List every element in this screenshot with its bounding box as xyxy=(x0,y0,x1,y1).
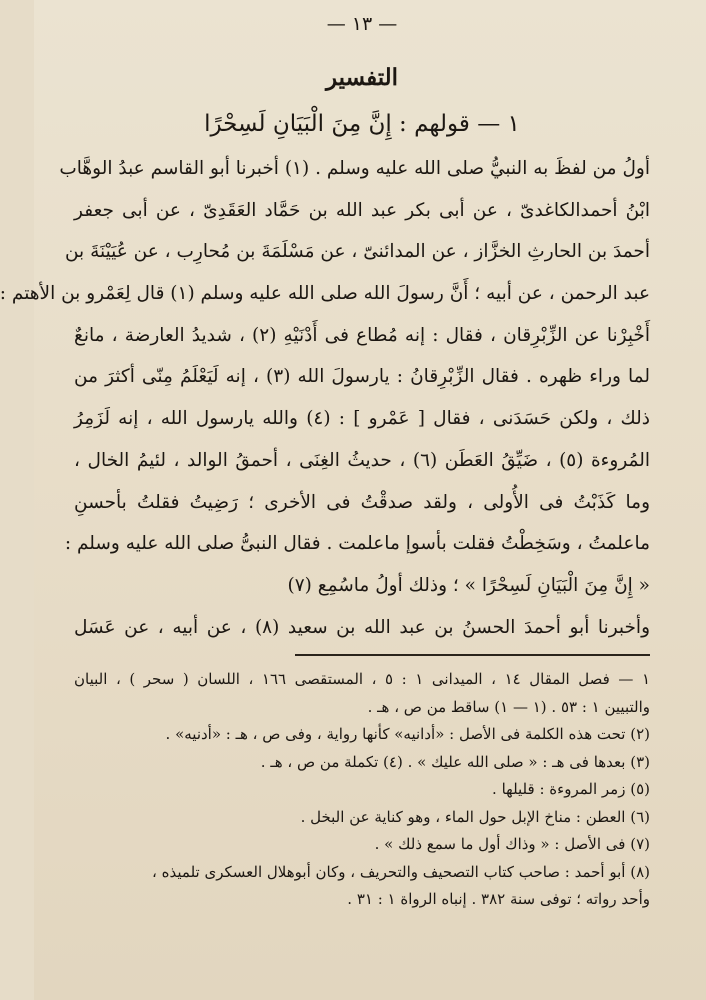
body-line: عبد الرحمن ، عن أبيه ؛ أَنَّ رسولَ الله صلى الله عليه وسلم (١) قال لِعَمْرو بن الأهتم : xyxy=(0,283,650,305)
body-line: ذلك ، ولكن حَسَدَنى ، فقال [ عَمْرو ] : (٤) والله يارسول الله ، إنه لَزَمِرُ xyxy=(74,408,650,430)
body-line: « إِنَّ مِنَ الْبَيَانِ لَسِحْرًا » ؛ وذلك أولُ ماسُمِع (٧) xyxy=(287,574,650,596)
body-line: وأخبرنا أبو أحمدَ الحسنُ بن عبد الله بن سعيد (٨) ، عن أبيه ، عن عَسَل xyxy=(74,616,651,638)
footnote-line: (٢) تحت هذه الكلمة فى الأصل : «أدانيه» كأنها رواية ، وفى ص ، هـ : «أدنيه» . xyxy=(165,725,650,744)
footnote-line: (٨) أبو أحمد : صاحب كتاب التصحيف والتحريف ، وكان أبوهلال العسكرى تلميذه ، xyxy=(152,862,650,881)
body-line: أَخْبِرْنا عن الزِّبْرِقان ، فقال : إنه مُطاع فى أَدْنَيْهِ (٢) ، شديدُ العارضة ، مانعٌ xyxy=(74,324,651,346)
body-line: أولُ من لفظَ به النبيُّ صلى الله عليه وسلم . (١) أخبرنا أبو القاسم عبدُ الوهَّاب xyxy=(59,158,650,179)
section-title: التفسير xyxy=(325,64,399,91)
footnote-line: ١ — فصل المقال ١٤ ، الميدانى ١ : ٥ ، المستقصى ١٦٦ ، اللسان ( سحر ) ، البيان xyxy=(74,670,651,689)
item-heading: ١ — قولهم : إِنَّ مِنَ الْبَيَانِ لَسِحْرًا xyxy=(204,111,520,137)
footnotes xyxy=(74,666,650,914)
footnote-line: (٧) فى الأصل : « وذاك أول ما سمع ذلك » . xyxy=(374,835,650,854)
footnote-divider xyxy=(295,654,650,656)
body-line: المُروءة (٥) ، ضَيِّقُ العَطَن (٦) ، حديثُ الغِنَى ، أحمقُ الوالد ، لئيمُ الخال ، xyxy=(74,449,650,471)
page-number: — ١٣ — xyxy=(326,13,398,35)
footnote-line: والتبيين ١ : ٥٣ . (١ — ١) ساقط من ص ، هـ . xyxy=(367,697,650,716)
body-line: ماعلمتُ ، وسَخِطْتُ فقلت بأسوإ ماعلمت . فقال النبىُّ صلى الله عليه وسلم : xyxy=(64,533,650,555)
body-text xyxy=(0,148,651,648)
body-line: لما وراء ظهره . فقال الزِّبْرِقانُ : يارسولَ الله (٣) ، إنه لَيَعْلَمُ مِنّى أكثرَ من xyxy=(74,366,651,388)
body-line: أحمدَ بن الحارثِ الخزَّاز ، عن المدائنىّ ، عن مَسْلَمَةَ بن مُحارِب ، عن عُيَيْنَةَ بن xyxy=(64,241,650,263)
footnote-line: وأحد رواته ؛ توفى سنة ٣٨٢ . إنباه الرواة ١ : ٣١ . xyxy=(347,890,650,909)
footnote-line: (٦) العطن : مناخ الإبل حول الماء ، وهو كناية عن البخل . xyxy=(300,807,650,826)
footnote-line: (٥) زمر المروءة : قليلها . xyxy=(492,780,650,799)
body-line: ابْنُ أحمدالكاغدىّ ، عن أبى بكر عبد الله بن حَمَّاد العَقَدِىّ ، عن أبى جعفر xyxy=(74,199,650,221)
footnote-line: (٣) بعدها فى هـ : « صلى الله عليك » . (٤) تكملة من ص ، هـ . xyxy=(260,752,650,771)
body-line: وما كَذَبْتُ فى الأُولى ، ولقد صدقْتُ فى الأخرى ؛ رَضِيتُ فقلتُ بأحسنِ xyxy=(74,491,650,513)
